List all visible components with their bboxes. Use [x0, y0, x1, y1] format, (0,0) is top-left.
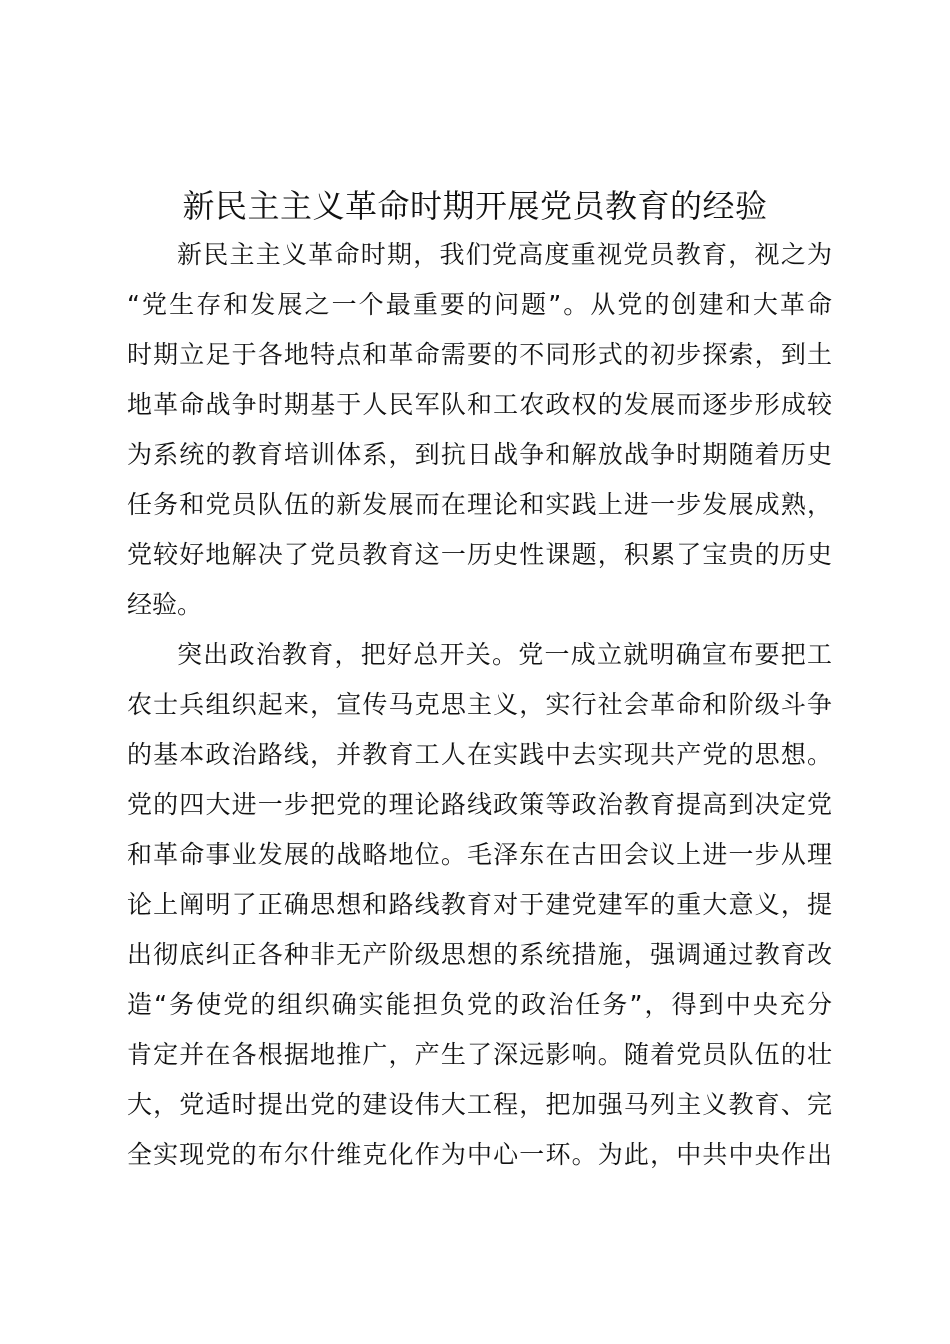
- text-line: 大，党适时提出党的建设伟大工程，把加强马列主义教育、完: [127, 1090, 832, 1119]
- text-line: 和革命事业发展的战略地位。毛泽东在古田会议上进一步从理: [127, 840, 832, 869]
- document-title: 新民主主义革命时期开展党员教育的经验: [182, 187, 768, 225]
- text-line: 党的四大进一步把党的理论路线政策等政治教育提高到决定党: [127, 790, 832, 819]
- text-line: “党生存和发展之一个最重要的问题”。从党的创建和大革命: [127, 290, 832, 319]
- text-line: 新民主主义革命时期，我们党高度重视党员教育，视之为: [177, 240, 832, 269]
- text-line: 经验。: [127, 590, 203, 619]
- paragraph-political-education: [127, 630, 832, 1180]
- text-line: 肯定并在各根据地推广，产生了深远影响。随着党员队伍的壮: [127, 1040, 832, 1069]
- text-line: 任务和党员队伍的新发展而在理论和实践上进一步发展成熟，: [127, 490, 832, 519]
- text-line: 时期立足于各地特点和革命需要的不同形式的初步探索，到土: [127, 340, 832, 369]
- text-line: 突出政治教育，把好总开关。党一成立就明确宣布要把工: [177, 640, 832, 669]
- text-line: 的基本政治路线，并教育工人在实践中去实现共产党的思想。: [127, 740, 832, 769]
- text-line: 全实现党的布尔什维克化作为中心一环。为此，中共中央作出: [127, 1140, 832, 1169]
- text-line: 出彻底纠正各种非无产阶级思想的系统措施，强调通过教育改: [127, 940, 832, 969]
- text-line: 造“务使党的组织确实能担负党的政治任务”，得到中央充分: [127, 990, 832, 1019]
- text-line: 为系统的教育培训体系，到抗日战争和解放战争时期随着历史: [127, 440, 832, 469]
- text-line: 农士兵组织起来，宣传马克思主义，实行社会革命和阶级斗争: [127, 690, 832, 719]
- paragraph-intro: [127, 230, 832, 630]
- text-line: 地革命战争时期基于人民军队和工农政权的发展而逐步形成较: [127, 390, 832, 419]
- text-line: 党较好地解决了党员教育这一历史性课题，积累了宝贵的历史: [127, 540, 832, 569]
- text-line: 论上阐明了正确思想和路线教育对于建党建军的重大意义，提: [127, 890, 832, 919]
